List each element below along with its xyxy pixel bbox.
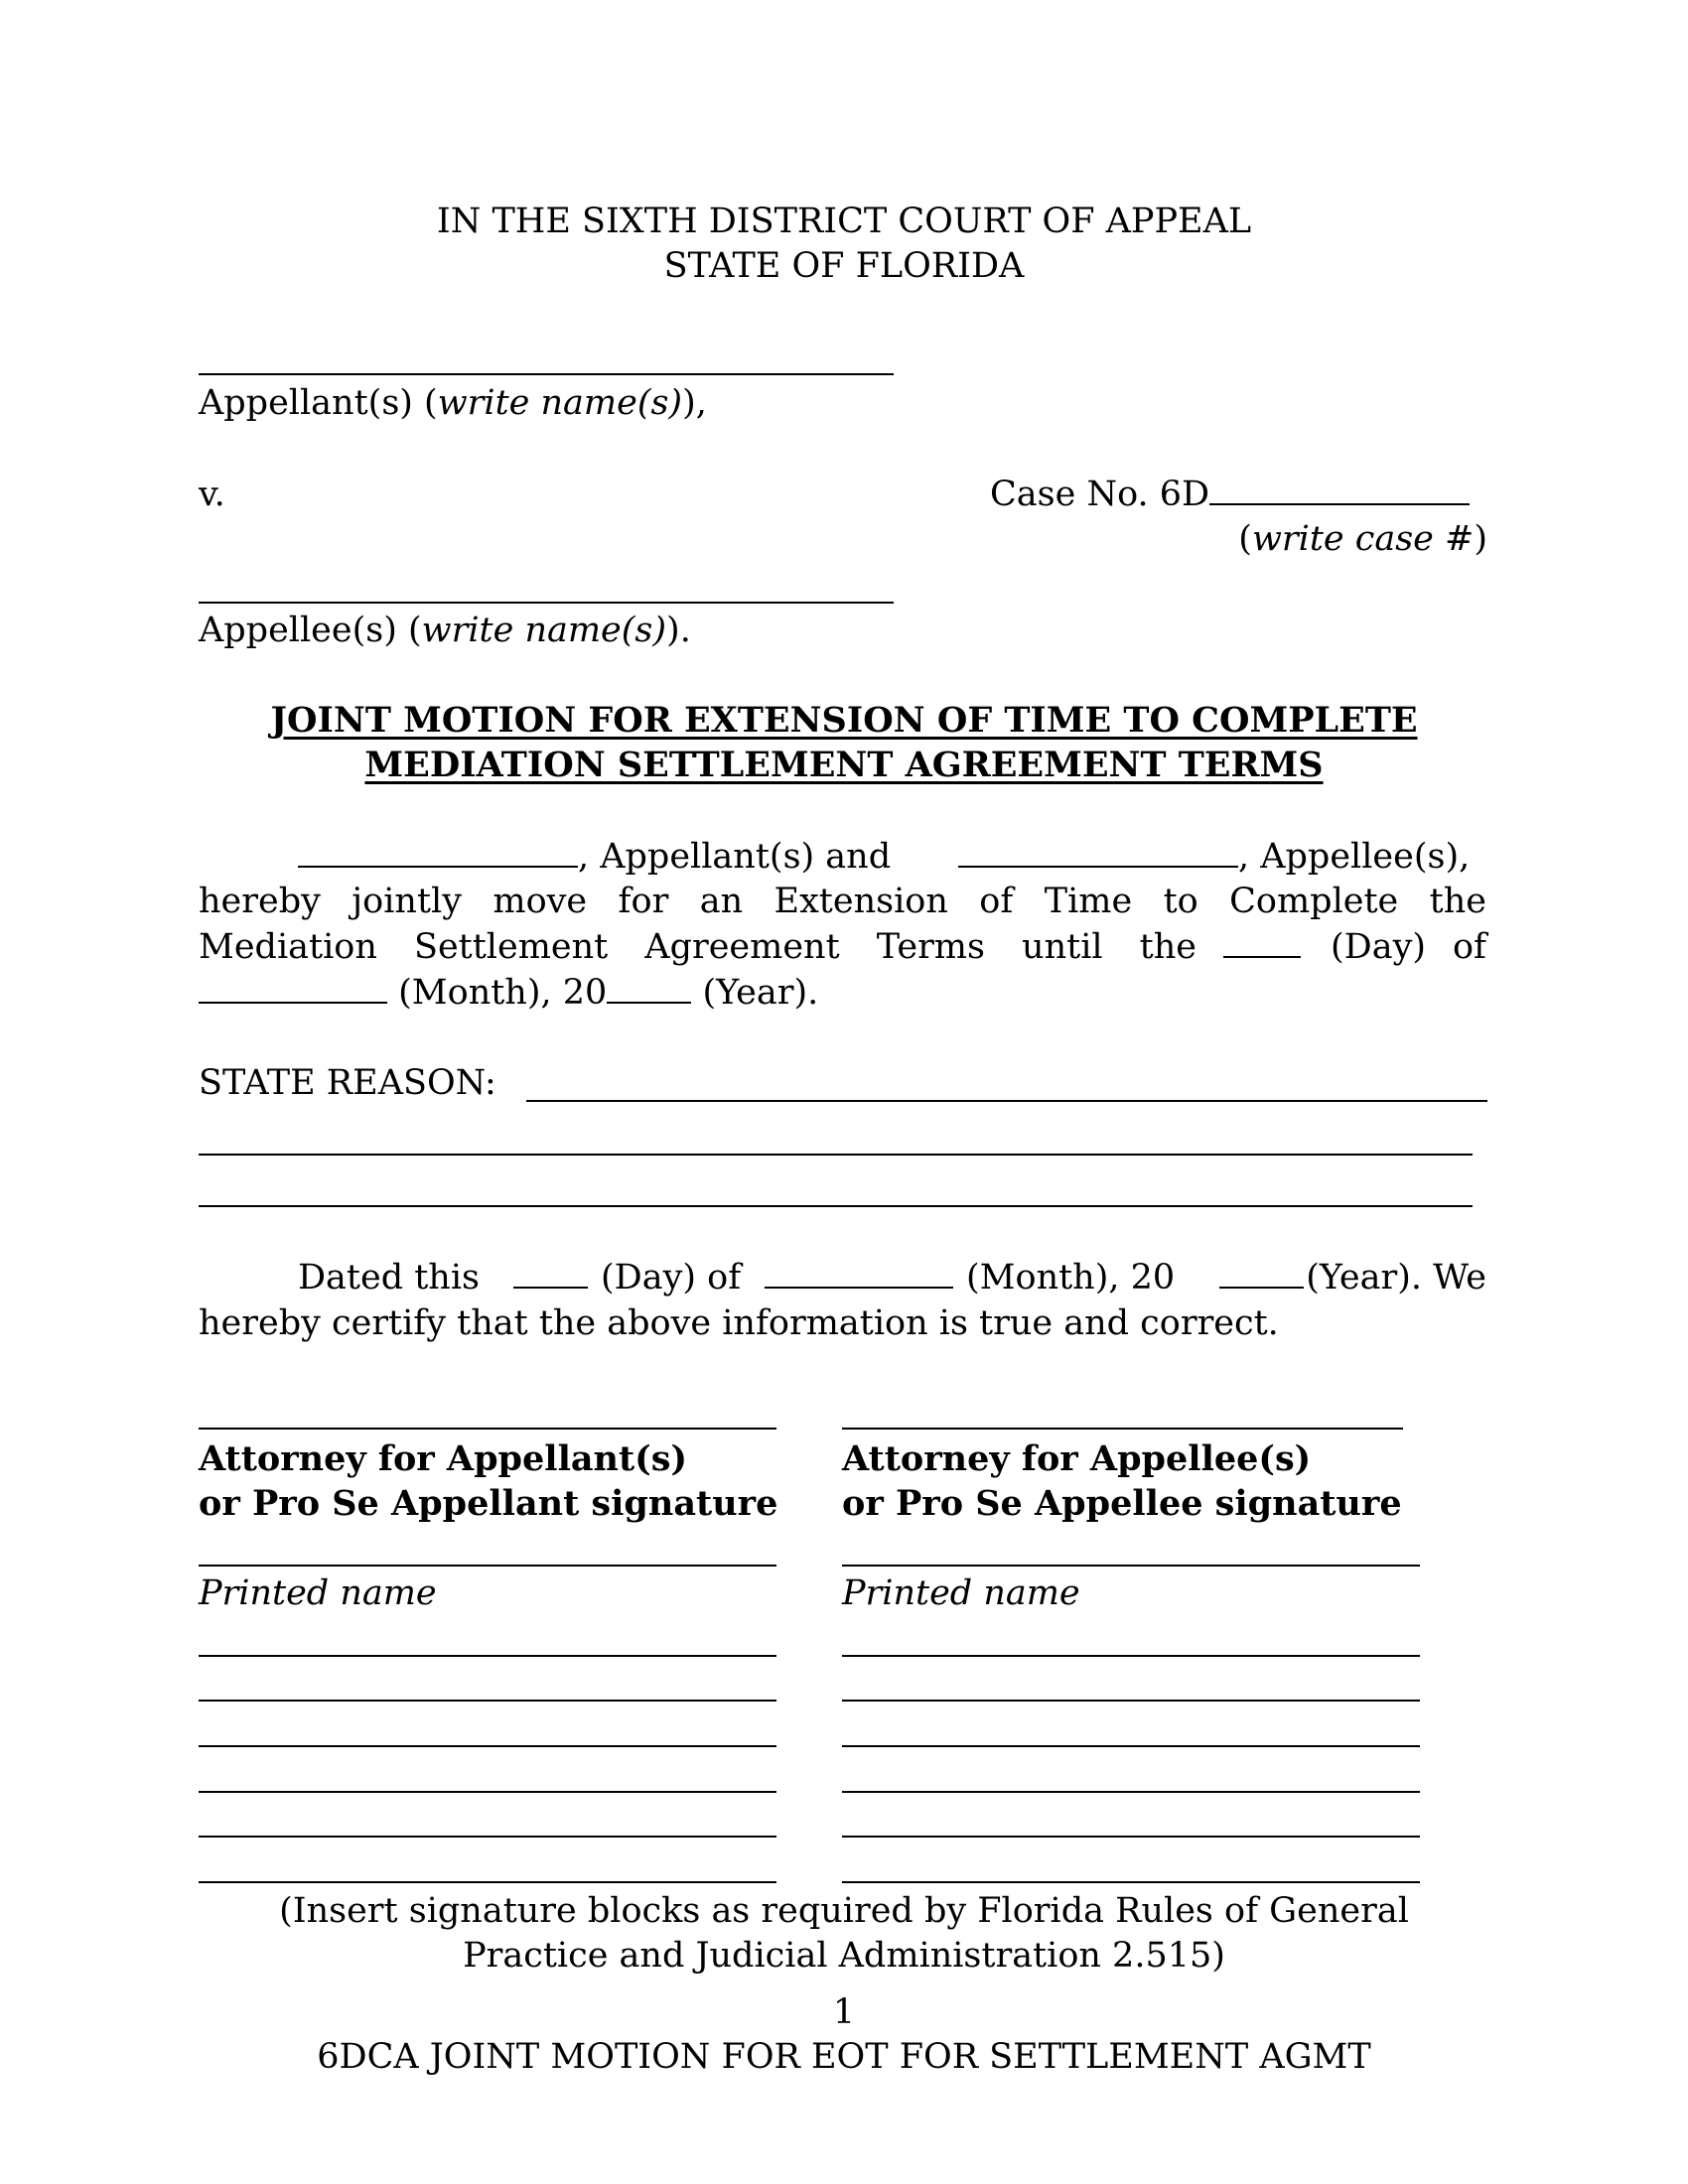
reason-line-3[interactable] <box>199 1205 1473 1207</box>
appellee-name-line[interactable] <box>199 602 894 604</box>
appellee-signature-line[interactable] <box>842 1428 1403 1430</box>
appellant-address-line[interactable] <box>199 1745 776 1747</box>
appellant-printed-name-label: Printed name <box>199 1573 437 1613</box>
reason-line-2[interactable] <box>199 1154 1473 1156</box>
appellant-pro-se-label: or Pro Se Appellant signature <box>199 1483 778 1524</box>
appellant-address-line[interactable] <box>199 1700 776 1702</box>
appellee-address-line[interactable] <box>842 1700 1420 1702</box>
document-page: IN THE SIXTH DISTRICT COURT OF APPEAL STATE OF FLORIDA Appellant(s) (write name(s)), v. Case No. 6D (write case #) Appellee(s) (write name(s)). JOINT MOTION FOR EXTENSION OF TIME TO COMPLETE MEDIATION SETTLEMENT AGREEMENT TERMS , Appellant(s) and , Appellee(s), hereby jointly move for an Extension of Time to Complete the Mediation Settlement Agreement Terms until the (Day) of (Month), 20 (Year). STATE REASON: Dated this (Day) of (Month), 20 (Year). We hereby certify that the above information is true and correct. Attorney for Appellant(s) or Pro Se Appellant signature Attorney for Appellee(s) or Pro Se Appellee signature Printed name Printed name (Insert signature blocks as required by Florida Rules of General Practice and Judicial Administration 2.515) 1 6DCA JOINT MOTION FOR EOT FOR SETTLEMENT AGMT <box>0 0 1688 2184</box>
dated-year-blank[interactable] <box>1219 1259 1304 1289</box>
appellant-name-line[interactable] <box>199 373 894 375</box>
case-number-blank[interactable] <box>1209 472 1470 505</box>
case-number-label: Case No. 6D <box>990 472 1470 517</box>
appellant-signature-line[interactable] <box>199 1428 776 1430</box>
appellant-address-line[interactable] <box>199 1791 776 1793</box>
appellant-blank[interactable] <box>298 834 578 868</box>
state-reason-label: STATE REASON: <box>199 1063 496 1103</box>
day-blank[interactable] <box>1223 928 1301 958</box>
month-blank[interactable] <box>199 970 387 1004</box>
form-identifier: 6DCA JOINT MOTION FOR EOT FOR SETTLEMENT AGMT <box>317 2037 1371 2077</box>
motion-title-line2: MEDIATION SETTLEMENT AGREEMENT TERMS <box>364 745 1324 785</box>
reason-line-1[interactable] <box>526 1100 1487 1102</box>
appellee-blank[interactable] <box>958 834 1238 868</box>
appellee-address-line[interactable] <box>842 1655 1420 1657</box>
appellee-label: Appellee(s) (write name(s)). <box>199 611 691 650</box>
court-heading: IN THE SIXTH DISTRICT COURT OF APPEAL <box>436 202 1252 241</box>
appellee-printed-name-line[interactable] <box>842 1565 1420 1567</box>
appellant-address-line[interactable] <box>199 1655 776 1657</box>
motion-line-2: hereby jointly move for an Extension of Time to Complete the <box>199 882 1486 921</box>
year-blank[interactable] <box>607 970 691 1004</box>
appellee-address-line[interactable] <box>842 1881 1420 1883</box>
appellant-attorney-label: Attorney for Appellant(s) <box>199 1438 687 1479</box>
dated-day-blank[interactable] <box>513 1259 588 1289</box>
case-number-hint: (write case #) <box>1238 519 1487 559</box>
dated-line-2: hereby certify that the above information is true and correct. <box>199 1303 1279 1343</box>
motion-title-line1: JOINT MOTION FOR EXTENSION OF TIME TO COMPLETE <box>270 700 1418 741</box>
appellee-printed-name-label: Printed name <box>842 1573 1080 1613</box>
versus-label: v. <box>199 475 225 514</box>
appellee-address-line[interactable] <box>842 1791 1420 1793</box>
appellee-address-line[interactable] <box>842 1836 1420 1838</box>
appellant-printed-name-line[interactable] <box>199 1565 776 1567</box>
appellee-pro-se-label: or Pro Se Appellee signature <box>842 1483 1402 1524</box>
dated-month-blank[interactable] <box>765 1259 953 1289</box>
page-number: 1 <box>832 1992 856 2032</box>
appellant-address-line[interactable] <box>199 1881 776 1883</box>
motion-line-4: (Month), 20 (Year). <box>199 970 818 1016</box>
appellee-attorney-label: Attorney for Appellee(s) <box>842 1438 1312 1479</box>
state-heading: STATE OF FLORIDA <box>663 246 1025 286</box>
appellee-address-line[interactable] <box>842 1745 1420 1747</box>
appellant-label: Appellant(s) (write name(s)), <box>199 383 707 423</box>
appellant-address-line[interactable] <box>199 1836 776 1838</box>
signature-block-note-line1: (Insert signature blocks as required by Florida Rules of General <box>279 1891 1409 1931</box>
signature-block-note-line2: Practice and Judicial Administration 2.515) <box>463 1936 1225 1976</box>
